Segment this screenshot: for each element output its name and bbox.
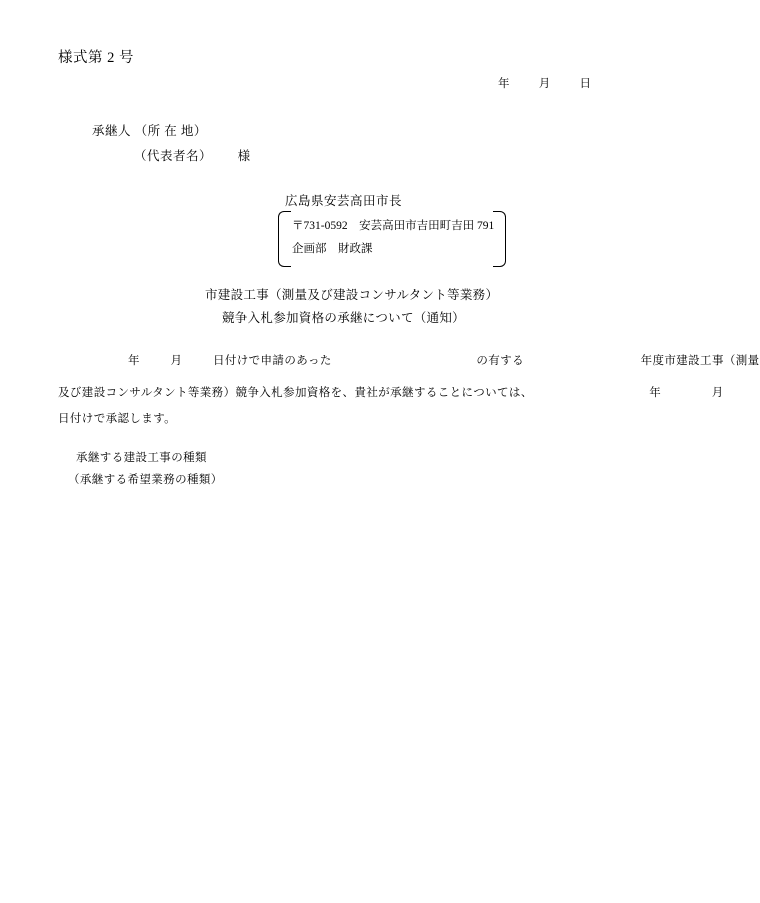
date-day: 日 xyxy=(579,78,592,90)
date-line xyxy=(498,75,592,91)
body-year-1: 年 xyxy=(128,355,140,367)
document-title-line1: 市建設工事（測量及び建設コンサルタント等業務） xyxy=(205,288,499,302)
successor-honorific: 様 xyxy=(237,149,251,163)
body-month-2: 月 xyxy=(711,387,724,399)
body-text-3: 年度市建設工事（測量 xyxy=(640,355,760,367)
successor-representative-label: （代表者名） xyxy=(134,149,213,163)
body-text-1: 日付けで申請のあった xyxy=(212,355,332,367)
body-month-1: 月 xyxy=(170,355,183,367)
successor-representative-row xyxy=(134,146,251,164)
date-year: 年 xyxy=(498,78,510,90)
brace-right-icon xyxy=(493,211,506,267)
footer-item-service-type: （承継する希望業務の種類） xyxy=(68,474,223,486)
issuer-detail-box xyxy=(278,211,506,265)
document-title-line2: 競争入札参加資格の承継について（通知） xyxy=(222,311,465,325)
body-line-3: 日付けで承認します。 xyxy=(58,413,177,425)
issuer-name: 広島県安芸高田市長 xyxy=(285,194,403,208)
issuer-address: 〒731-0592 安芸高田市吉田町吉田 791 xyxy=(292,220,495,232)
date-month: 月 xyxy=(538,78,551,90)
issuer-department: 企画部 財政課 xyxy=(292,243,373,255)
body-year-2: 年 xyxy=(649,387,662,399)
footer-item-construction-type: 承継する建設工事の種類 xyxy=(76,452,207,464)
successor-address-label: 承継人 （所 在 地） xyxy=(92,124,207,138)
body-text-4: 及び建設コンサルタント等業務）競争入札参加資格を、貴社が承継することについては、 xyxy=(58,387,533,399)
issuer-detail-lines xyxy=(292,215,494,261)
body-line-1 xyxy=(128,352,760,368)
form-number: 様式第 2 号 xyxy=(58,50,134,66)
body-line-2 xyxy=(58,384,724,400)
brace-left-icon xyxy=(278,211,291,267)
body-text-2: の有する xyxy=(476,355,524,367)
